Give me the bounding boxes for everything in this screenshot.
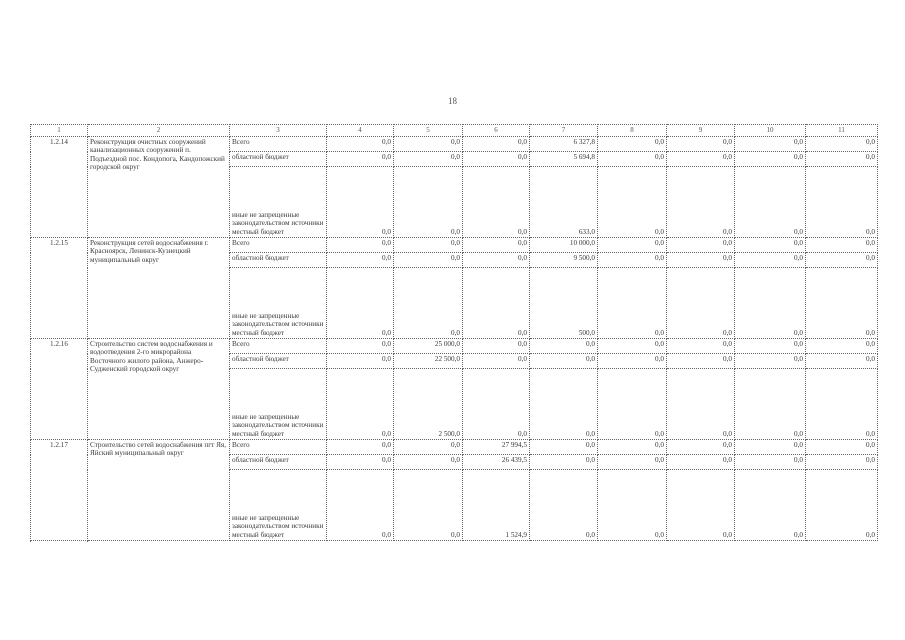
- column-header: 9: [667, 125, 735, 137]
- amount-cell: 0,0: [327, 354, 394, 369]
- source-label: Всего: [230, 440, 327, 455]
- source-label: местный бюджет: [232, 328, 285, 337]
- amount-cell: 0,0: [735, 470, 806, 541]
- amount-cell: 0,0: [806, 268, 878, 339]
- source-label: иные не запрещенные законодательством источники: [232, 514, 324, 531]
- amount-cell: 0,0: [598, 167, 667, 238]
- amount-cell: 5 694,8: [530, 152, 598, 167]
- amount-cell: 0,0: [530, 440, 598, 455]
- measure-number: 1.2.16: [31, 339, 88, 440]
- measure-number: 1.2.17: [31, 440, 88, 541]
- column-header: 7: [530, 125, 598, 137]
- amount-cell: 0,0: [735, 354, 806, 369]
- table-row-total: [31, 339, 878, 354]
- source-label: областной бюджет: [230, 253, 327, 268]
- column-header: 8: [598, 125, 667, 137]
- amount-cell: 0,0: [667, 253, 735, 268]
- amount-cell: 0,0: [394, 470, 463, 541]
- amount-cell: 0,0: [463, 152, 530, 167]
- amount-cell: 0,0: [598, 369, 667, 440]
- amount-cell: 0,0: [667, 137, 735, 152]
- amount-cell: 0,0: [806, 369, 878, 440]
- amount-cell: 0,0: [598, 470, 667, 541]
- amount-cell: 0,0: [735, 369, 806, 440]
- source-label-group: [230, 167, 327, 238]
- source-label: Всего: [230, 137, 327, 152]
- amount-cell: 0,0: [667, 440, 735, 455]
- amount-cell: 0,0: [735, 152, 806, 167]
- amount-cell: 0,0: [463, 369, 530, 440]
- measure-name: Реконструкция очистных сооружений канализационных сооружений п. Подъездной пос. Кондопога, Кандопожский городской округ: [88, 137, 230, 238]
- amount-cell: 0,0: [463, 354, 530, 369]
- amount-cell: 0,0: [806, 440, 878, 455]
- column-header: 1: [31, 125, 88, 137]
- column-header: 10: [735, 125, 806, 137]
- source-label: областной бюджет: [230, 152, 327, 167]
- column-header: 4: [327, 125, 394, 137]
- source-label-group: [230, 268, 327, 339]
- amount-cell: 0,0: [327, 137, 394, 152]
- measure-number: 1.2.15: [31, 238, 88, 339]
- amount-cell: 0,0: [806, 167, 878, 238]
- header-row: [31, 125, 878, 137]
- amount-cell: 0,0: [735, 268, 806, 339]
- amount-cell: 0,0: [806, 238, 878, 253]
- amount-cell: 0,0: [735, 339, 806, 354]
- amount-cell: 0,0: [806, 354, 878, 369]
- column-header: 6: [463, 125, 530, 137]
- source-label-group: [230, 470, 327, 541]
- amount-cell: 0,0: [667, 152, 735, 167]
- table-row-total: [31, 238, 878, 253]
- measure-name: Строительство систем водоснабжения и водоотведения 2-го микрорайона Восточного жилого района, Анжеро-Судженский городской округ: [88, 339, 230, 440]
- amount-cell: 0,0: [327, 440, 394, 455]
- amount-cell: 0,0: [327, 455, 394, 470]
- amount-cell: 0,0: [598, 268, 667, 339]
- amount-cell: 6 327,8: [530, 137, 598, 152]
- amount-cell: 0,0: [667, 354, 735, 369]
- amount-cell: 0,0: [463, 253, 530, 268]
- amount-cell: 0,0: [598, 455, 667, 470]
- amount-cell: 0,0: [327, 339, 394, 354]
- source-label: Всего: [230, 339, 327, 354]
- amount-cell: 0,0: [394, 455, 463, 470]
- amount-cell: 0,0: [598, 137, 667, 152]
- amount-cell: 0,0: [667, 470, 735, 541]
- amount-cell: 1 524,9: [463, 470, 530, 541]
- amount-cell: 0,0: [530, 369, 598, 440]
- amount-cell: 633,0: [530, 167, 598, 238]
- amount-cell: 0,0: [327, 268, 394, 339]
- amount-cell: 0,0: [735, 253, 806, 268]
- amount-cell: 25 000,0: [394, 339, 463, 354]
- measure-name: Строительство сетей водоснабжения пгт Яя, Яйский муниципальный округ: [88, 440, 230, 541]
- measure-name: Реконструкция сетей водоснабжения г. Красноярск, Ленинск-Кузнецкий муниципальный округ: [88, 238, 230, 339]
- source-label-group: [230, 369, 327, 440]
- amount-cell: 0,0: [806, 470, 878, 541]
- amount-cell: 0,0: [806, 339, 878, 354]
- source-label: иные не запрещенные законодательством источники: [232, 312, 324, 329]
- amount-cell: 0,0: [598, 253, 667, 268]
- amount-cell: 0,0: [806, 137, 878, 152]
- amount-cell: 0,0: [463, 339, 530, 354]
- budget-table: [30, 124, 878, 541]
- measure-number: 1.2.14: [31, 137, 88, 238]
- column-header: 5: [394, 125, 463, 137]
- source-label: иные не запрещенные законодательством источники: [232, 211, 324, 228]
- amount-cell: 0,0: [530, 470, 598, 541]
- amount-cell: 0,0: [394, 167, 463, 238]
- amount-cell: 10 000,0: [530, 238, 598, 253]
- page-number: 18: [448, 96, 457, 106]
- column-header: 2: [88, 125, 230, 137]
- source-label: иные не запрещенные законодательством источники: [232, 413, 324, 430]
- amount-cell: 0,0: [394, 238, 463, 253]
- amount-cell: 0,0: [327, 369, 394, 440]
- table-row-total: [31, 137, 878, 152]
- amount-cell: 0,0: [463, 268, 530, 339]
- amount-cell: 0,0: [735, 455, 806, 470]
- amount-cell: 2 500,0: [394, 369, 463, 440]
- amount-cell: 0,0: [598, 152, 667, 167]
- table-row-total: [31, 440, 878, 455]
- amount-cell: 0,0: [598, 238, 667, 253]
- source-label: местный бюджет: [232, 227, 285, 236]
- amount-cell: 0,0: [327, 167, 394, 238]
- amount-cell: 0,0: [530, 354, 598, 369]
- amount-cell: 0,0: [394, 152, 463, 167]
- amount-cell: 500,0: [530, 268, 598, 339]
- amount-cell: 0,0: [667, 167, 735, 238]
- amount-cell: 0,0: [806, 253, 878, 268]
- amount-cell: 0,0: [735, 238, 806, 253]
- amount-cell: 0,0: [667, 455, 735, 470]
- amount-cell: 0,0: [394, 440, 463, 455]
- source-label: Всего: [230, 238, 327, 253]
- amount-cell: 0,0: [327, 152, 394, 167]
- amount-cell: 0,0: [394, 268, 463, 339]
- amount-cell: 0,0: [463, 137, 530, 152]
- amount-cell: 0,0: [735, 440, 806, 455]
- amount-cell: 0,0: [735, 137, 806, 152]
- amount-cell: 0,0: [530, 455, 598, 470]
- amount-cell: 0,0: [394, 137, 463, 152]
- amount-cell: 0,0: [327, 253, 394, 268]
- source-label: областной бюджет: [230, 455, 327, 470]
- amount-cell: 27 994,5: [463, 440, 530, 455]
- amount-cell: 0,0: [667, 268, 735, 339]
- amount-cell: 0,0: [463, 238, 530, 253]
- amount-cell: 0,0: [806, 152, 878, 167]
- source-label: областной бюджет: [230, 354, 327, 369]
- amount-cell: 0,0: [667, 369, 735, 440]
- amount-cell: 0,0: [598, 354, 667, 369]
- amount-cell: 0,0: [463, 167, 530, 238]
- amount-cell: 0,0: [735, 167, 806, 238]
- column-header: 3: [230, 125, 327, 137]
- amount-cell: 0,0: [667, 339, 735, 354]
- amount-cell: 0,0: [598, 339, 667, 354]
- source-label: местный бюджет: [232, 429, 285, 438]
- amount-cell: 0,0: [667, 238, 735, 253]
- amount-cell: 0,0: [598, 440, 667, 455]
- amount-cell: 0,0: [530, 339, 598, 354]
- amount-cell: 26 439,5: [463, 455, 530, 470]
- amount-cell: 0,0: [327, 238, 394, 253]
- amount-cell: 0,0: [394, 253, 463, 268]
- amount-cell: 0,0: [806, 455, 878, 470]
- table-body: [31, 137, 878, 541]
- amount-cell: 22 500,0: [394, 354, 463, 369]
- source-label: местный бюджет: [232, 530, 285, 539]
- amount-cell: 9 500,0: [530, 253, 598, 268]
- column-header: 11: [806, 125, 878, 137]
- amount-cell: 0,0: [327, 470, 394, 541]
